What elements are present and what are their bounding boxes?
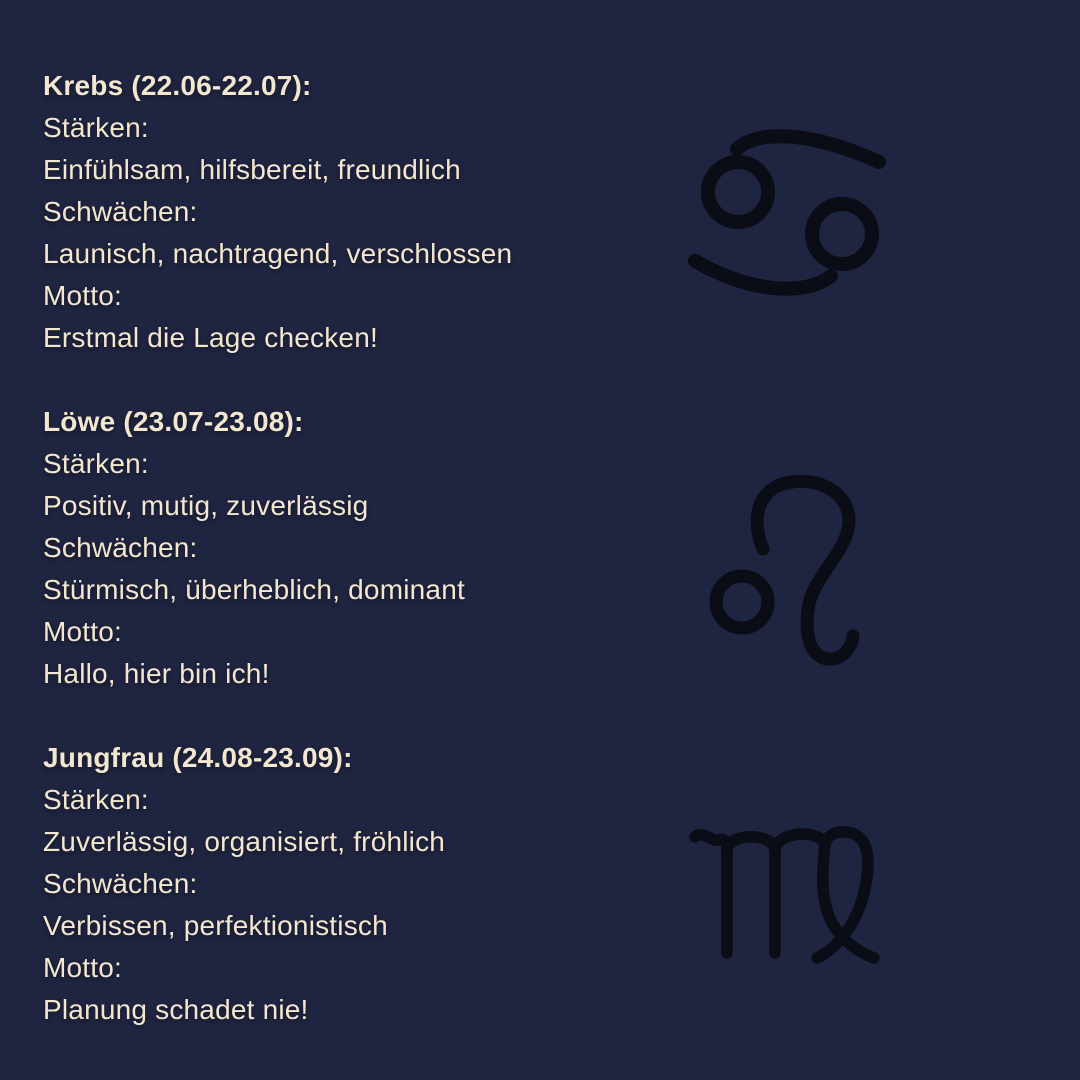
strengths-label: Stärken: bbox=[43, 784, 149, 815]
weaknesses-text: Verbissen, perfektionistisch bbox=[43, 910, 388, 941]
strengths-label: Stärken: bbox=[43, 112, 149, 143]
sign-heading: Jungfrau (24.08-23.09): bbox=[43, 742, 353, 773]
zodiac-text-column bbox=[43, 65, 663, 1073]
sign-heading: Krebs (22.06-22.07): bbox=[43, 70, 312, 101]
weaknesses-text: Stürmisch, überheblich, dominant bbox=[43, 574, 465, 605]
cancer-symbol-icon bbox=[692, 128, 884, 300]
motto-label: Motto: bbox=[43, 616, 123, 647]
section-krebs bbox=[43, 65, 663, 359]
motto-text: Erstmal die Lage checken! bbox=[43, 322, 378, 353]
motto-label: Motto: bbox=[43, 280, 123, 311]
strengths-text: Zuverlässig, organisiert, fröhlich bbox=[43, 826, 446, 857]
virgo-symbol-icon bbox=[692, 827, 884, 969]
section-loewe bbox=[43, 401, 663, 695]
section-jungfrau bbox=[43, 737, 663, 1031]
motto-text: Planung schadet nie! bbox=[43, 994, 309, 1025]
sign-heading: Löwe (23.07-23.08): bbox=[43, 406, 304, 437]
motto-text: Hallo, hier bin ich! bbox=[43, 658, 270, 689]
weaknesses-label: Schwächen: bbox=[43, 196, 198, 227]
motto-label: Motto: bbox=[43, 952, 123, 983]
weaknesses-label: Schwächen: bbox=[43, 868, 198, 899]
weaknesses-label: Schwächen: bbox=[43, 532, 198, 563]
strengths-text: Einfühlsam, hilfsbereit, freundlich bbox=[43, 154, 461, 185]
strengths-label: Stärken: bbox=[43, 448, 149, 479]
strengths-text: Positiv, mutig, zuverlässig bbox=[43, 490, 369, 521]
leo-symbol-icon bbox=[710, 475, 863, 665]
weaknesses-text: Launisch, nachtragend, verschlossen bbox=[43, 238, 513, 269]
